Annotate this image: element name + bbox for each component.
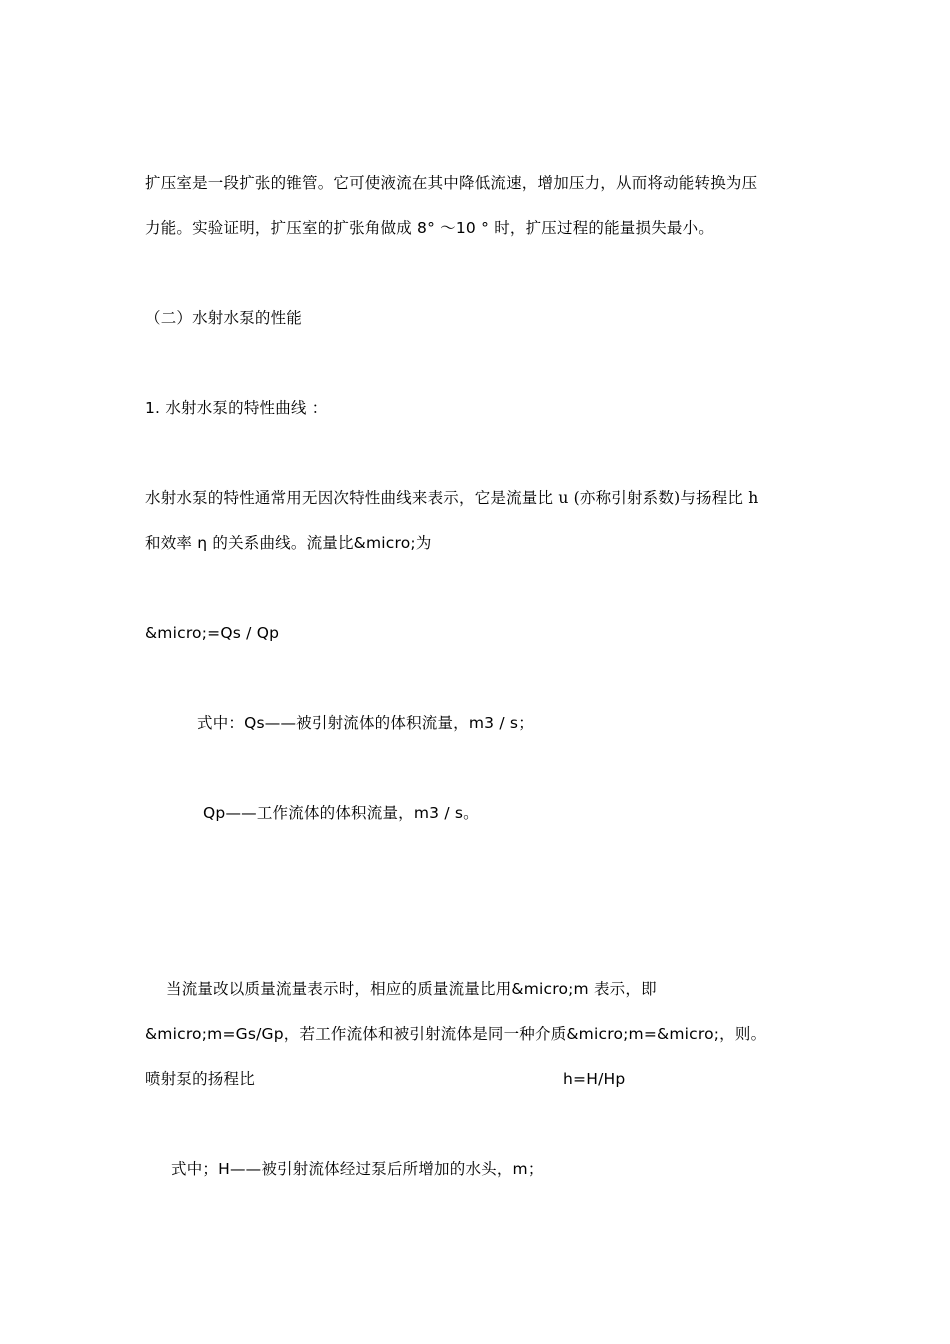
- formula-head-ratio: h=H/Hp: [563, 1070, 626, 1088]
- definition-qs: 式中：Qs——被引射流体的体积流量，m3 / s；: [197, 714, 534, 732]
- paragraph-line-6: &micro;m=Gs/Gp，若工作流体和被引射流体是同一种介质&micro;m=&micro;，则。: [145, 1025, 767, 1043]
- paragraph-line-3: 水射水泵的特性通常用无因次特性曲线来表示，它是流量比 u (亦称引射系数)与扬程比 h: [145, 489, 759, 507]
- paragraph-line-2: 力能。实验证明，扩压室的扩张角做成 8° ～10 ° 时，扩压过程的能量损失最小。: [145, 219, 714, 237]
- subsection-heading: 1. 水射水泵的特性曲线 ：: [145, 399, 328, 417]
- paragraph-line-7: 喷射泵的扬程比: [145, 1070, 255, 1088]
- paragraph-line-4: 和效率 η 的关系曲线。流量比&micro;为: [145, 534, 432, 552]
- formula-flow-ratio: &micro;=Qs / Qp: [145, 624, 280, 642]
- definition-qp: Qp——工作流体的体积流量，m3 / s。: [203, 804, 479, 822]
- definition-h: 式中；H——被引射流体经过泵后所增加的水头，m；: [171, 1160, 544, 1178]
- section-heading: （二）水射水泵的性能: [145, 309, 303, 327]
- paragraph-line-5: 当流量改以质量流量表示时，相应的质量流量比用&micro;m 表示，即: [166, 980, 657, 998]
- paragraph-line-1: 扩压室是一段扩张的锥管。它可使液流在其中降低流速，增加压力，从而将动能转换为压: [145, 174, 758, 192]
